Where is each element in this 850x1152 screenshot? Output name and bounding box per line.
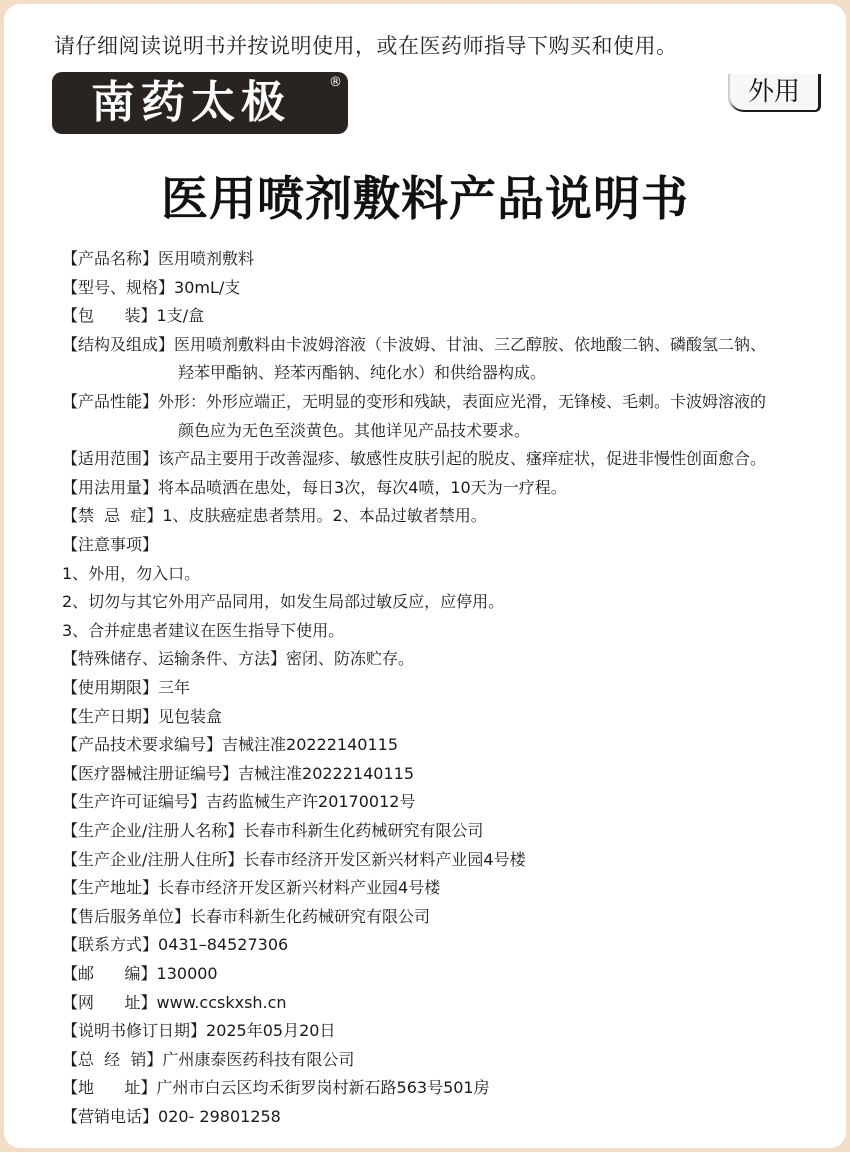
instruction-sheet	[4, 4, 846, 1148]
spec-line	[62, 875, 440, 898]
spec-value: 1、皮肤癌症患者禁用。2、本品过敏者禁用。	[162, 506, 487, 526]
spec-value: 30mL/支	[174, 277, 241, 297]
spec-value: 1支/盒	[156, 306, 205, 326]
spec-label: 【营销电话】	[62, 1107, 159, 1126]
spec-value: 颜色应为无色至淡黄色。其他详见产品技术要求。	[178, 420, 531, 440]
spec-line	[62, 675, 190, 698]
spec-continuation-line	[178, 418, 530, 441]
document-title: 医用喷剂敷料产品说明书	[161, 172, 689, 227]
spec-label: 【用法用量】	[62, 477, 159, 497]
registered-mark: ®	[329, 75, 342, 90]
spec-value: 2025年05月20日	[206, 1021, 336, 1041]
spec-value: 外形：外形应端正，无明显的变形和残缺，表面应光滑，无锋棱、毛刺。卡波姆溶液的	[158, 392, 767, 411]
spec-label: 【包 装】	[62, 306, 157, 326]
spec-value: 1、外用，勿入口。	[62, 563, 201, 583]
spec-line	[62, 389, 766, 412]
spec-value: 广州康泰医药科技有限公司	[162, 1049, 355, 1069]
usage-notice: 请仔细阅读说明书并按说明使用，或在医药师指导下购买和使用。	[54, 34, 678, 58]
spec-label: 【结构及组成】	[62, 334, 175, 354]
spec-value: 羟苯甲酯钠、羟苯丙酯钠、纯化水）和供给器构成。	[178, 363, 547, 383]
spec-line	[62, 704, 222, 727]
spec-label: 【邮 编】	[62, 964, 157, 983]
spec-line	[62, 446, 766, 469]
spec-line	[62, 589, 504, 612]
spec-value: 0431–84527306	[158, 935, 289, 955]
spec-line	[62, 961, 218, 984]
spec-line	[62, 1018, 335, 1041]
spec-line	[62, 789, 415, 812]
spec-line	[62, 303, 204, 326]
spec-line	[62, 818, 483, 841]
spec-continuation-line	[178, 360, 546, 383]
spec-line	[62, 246, 254, 269]
spec-label: 【生产日期】	[62, 706, 159, 726]
spec-label: 【产品性能】	[62, 392, 159, 411]
brand-logo	[52, 72, 348, 134]
external-use-tag: 外用	[730, 74, 821, 112]
spec-label: 【生产企业/注册人住所】	[62, 849, 244, 869]
spec-label: 【医疗器械注册证编号】	[62, 763, 239, 783]
spec-line	[62, 503, 487, 526]
spec-line	[62, 561, 200, 584]
spec-value: 2、切勿与其它外用产品同用，如发生局部过敏反应，应停用。	[62, 592, 505, 612]
spec-label: 【总 经 销】	[62, 1049, 163, 1069]
spec-value: 吉药监械生产许20170012号	[206, 792, 416, 812]
spec-line	[62, 904, 430, 927]
spec-label: 【禁 忌 症】	[62, 506, 163, 526]
spec-line	[62, 646, 414, 669]
spec-line	[62, 1075, 490, 1098]
spec-label: 【售后服务单位】	[62, 906, 191, 926]
spec-label: 【产品名称】	[62, 249, 159, 268]
spec-value: 3、合并症患者建议在医生指导下使用。	[62, 620, 345, 640]
spec-label: 【特殊储存、运输条件、方法】	[62, 649, 287, 669]
spec-label: 【生产企业/注册人名称】	[62, 821, 244, 840]
spec-line	[62, 475, 567, 498]
spec-label: 【使用期限】	[62, 678, 159, 697]
spec-label: 【联系方式】	[62, 935, 159, 955]
spec-line	[62, 332, 766, 355]
spec-label: 【适用范围】	[62, 449, 159, 469]
brand-name: 南药太极	[91, 77, 291, 128]
spec-line	[62, 990, 287, 1013]
spec-value: 吉械注准20222140115	[238, 763, 414, 783]
spec-value: 医用喷剂敷料	[158, 249, 255, 268]
spec-line	[62, 761, 414, 784]
spec-value: 长春市经济开发区新兴材料产业园4号楼	[243, 849, 526, 869]
spec-label: 【型号、规格】	[62, 277, 175, 297]
spec-line	[62, 847, 526, 870]
spec-label: 【生产许可证编号】	[62, 792, 207, 812]
spec-label: 【网 址】	[62, 992, 157, 1012]
spec-value: 该产品主要用于改善湿疹、敏感性皮肤引起的脱皮、瘙痒症状，促进非慢性创面愈合。	[158, 449, 767, 469]
spec-line	[62, 732, 398, 755]
spec-value: 三年	[158, 678, 191, 697]
spec-value: 见包装盒	[158, 706, 223, 726]
spec-line	[62, 932, 288, 955]
spec-label: 【说明书修订日期】	[62, 1021, 207, 1041]
spec-value: www.ccskxsh.cn	[156, 992, 287, 1012]
spec-line	[62, 618, 344, 641]
spec-line	[62, 1104, 281, 1127]
spec-value: 将本品喷洒在患处，每日3次，每次4喷，10天为一疗程。	[158, 477, 567, 497]
spec-value: 长春市科新生化药械研究有限公司	[243, 821, 484, 840]
spec-label: 【地 址】	[62, 1078, 157, 1098]
spec-label: 【注意事项】	[62, 535, 159, 554]
spec-label: 【产品技术要求编号】	[62, 735, 223, 755]
spec-value: 吉械注准20222140115	[222, 735, 398, 755]
spec-line	[62, 275, 240, 298]
spec-value: 020- 29801258	[158, 1107, 281, 1126]
spec-value: 长春市科新生化药械研究有限公司	[190, 906, 431, 926]
spec-value: 广州市白云区均禾街罗岗村新石路563号501房	[156, 1078, 490, 1098]
spec-value: 长春市经济开发区新兴材料产业园4号楼	[158, 878, 441, 898]
spec-value: 密闭、防冻贮存。	[286, 649, 415, 669]
spec-line	[62, 532, 158, 555]
spec-line	[62, 1047, 354, 1070]
spec-value: 130000	[156, 964, 218, 983]
spec-value: 医用喷剂敷料由卡波姆溶液（卡波姆、甘油、三乙醇胺、依地酸二钠、磷酸氢二钠、	[174, 334, 767, 354]
spec-label: 【生产地址】	[62, 878, 159, 898]
